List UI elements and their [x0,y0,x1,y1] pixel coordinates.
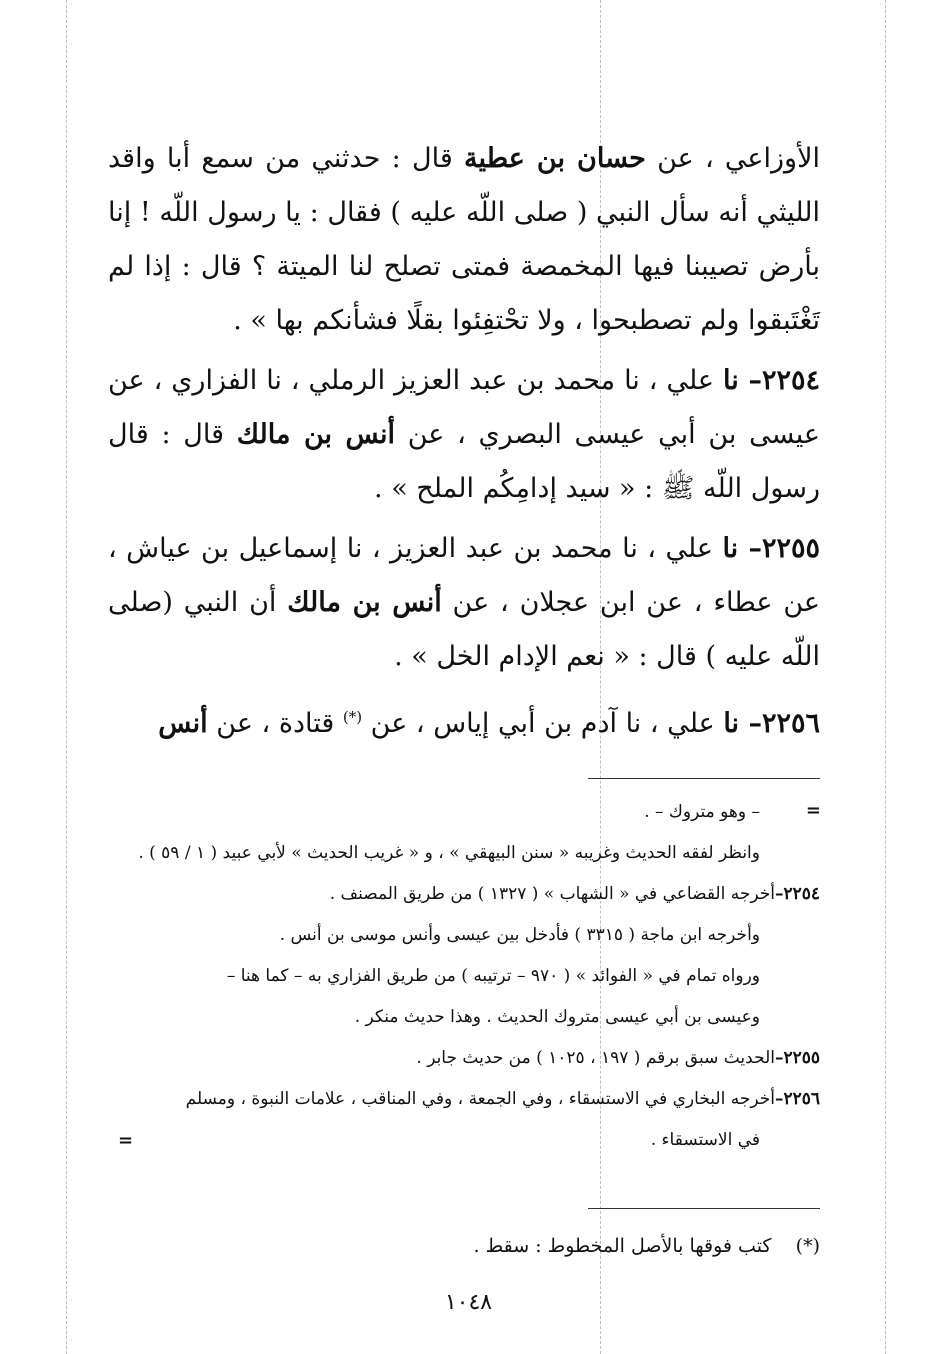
bold-text: ٢٢٥٥– نا [722,533,820,564]
footnote-text: ورواه تمام في « الفوائد » ( ٩٧٠ – ترتيبه ) من طريق الفزاري به – كما هنا – [226,966,760,986]
footnote-line [108,1120,820,1161]
footnote-line [108,915,820,956]
main-text-body [108,132,820,757]
text-segment: أن النبي (صلى اللّه عليه ) قال : « نعم الإدام الخل » . [108,587,820,672]
footnote-text: أخرجه القضاعي في « الشهاب » ( ١٣٢٧ ) من طريق المصنف . [329,884,775,904]
footnote-line [108,792,820,833]
hadith-paragraph [108,522,820,684]
text-segment: علي ، نا محمد بن عبد العزيز الرملي ، نا الفزاري ، عن عيسى بن أبي عيسى البصري ، عن [108,365,820,450]
footnote-number: ٢٢٥٦– [774,1089,820,1109]
footnote-reference: (*) [342,708,363,726]
footnote-line [108,833,820,874]
star-footnote-text: كتب فوقها بالأصل المخطوط : سقط . [473,1235,772,1257]
bold-text: ٢٢٥٦– نا [723,708,820,739]
hadith-paragraph [108,132,820,348]
footnote-line [108,956,820,997]
scan-fold-line [66,0,67,1354]
footnote-separator [588,778,820,779]
hadith-paragraph [108,354,820,516]
text-segment: علي ، نا آدم بن أبي إياس ، عن [362,708,724,739]
footnote-text: الحديث سبق برقم ( ١٩٧ ، ١٠٢٥ ) من حديث جابر . [416,1048,775,1068]
star-footnote [108,1228,820,1264]
footnote-line [108,997,820,1038]
text-segment: قال : قال رسول اللّه ﷺ : « سيد إدامِكُم الملح » . [108,419,820,504]
bold-text: حسان بن عطية [463,143,646,174]
footnote-text: أخرجه البخاري في الاستسقاء ، وفي الجمعة ، وفي المناقب ، علامات النبوة ، ومسلم [185,1089,775,1109]
bold-text: ٢٢٥٤– نا [722,365,820,396]
footnote-text: وعيسى بن أبي عيسى متروك الحديث . وهذا حديث منكر . [354,1007,760,1027]
footnote-text: – وهو متروك – . [644,802,760,822]
continuation-marker-top: = [805,800,821,821]
bold-text: أنس بن مالك [236,419,395,450]
footnote-number: ٢٢٥٤– [774,884,820,904]
star-footnote-marker: (*) [795,1235,820,1257]
footnote-line [108,1079,820,1120]
hadith-paragraph [108,690,820,751]
bold-text: أنس بن مالك [287,587,442,618]
footnotes-block [108,792,820,1161]
bold-text: أنس [158,708,208,739]
footnote-text: في الاستسقاء . [650,1130,760,1150]
scan-fold-line [885,0,886,1354]
footnote-text: وأخرجه ابن ماجة ( ٣٣١٥ ) فأدخل بين عيسى وأنس موسى بن أنس . [279,925,760,945]
footnote-line [108,874,820,915]
star-note-separator [588,1208,820,1209]
text-segment: قتادة ، عن [207,708,343,739]
continuation-marker-bottom: = [118,1130,134,1151]
text-segment: علي ، نا محمد بن عبد العزيز ، نا إسماعيل بن عياش ، عن عطاء ، عن ابن عجلان ، عن [108,533,820,618]
text-segment: الأوزاعي ، عن [645,143,820,174]
page-number: ١٠٤٨ [444,1290,493,1315]
footnote-number: ٢٢٥٥– [774,1048,820,1068]
text-segment: قال : حدثني من سمع أبا واقد الليثي أنه سأل النبي ( صلى اللّه عليه ) فقال : يا رسول اللّه ! إنا بأرض تصيبنا فيها المخمصة فمتى تصلح لنا الميتة ؟ قال : إذا لم تَغْتَبقوا ولم تصطبحوا ، ولا تحْتفِئوا بقلًا فشأنكم بها » . [108,143,820,336]
footnote-line [108,1038,820,1079]
footnote-text: وانظر لفقه الحديث وغريبه « سنن البيهقي » ، و « غريب الحديث » لأبي عبيد ( ١ / ٥٩ ) . [138,843,760,863]
